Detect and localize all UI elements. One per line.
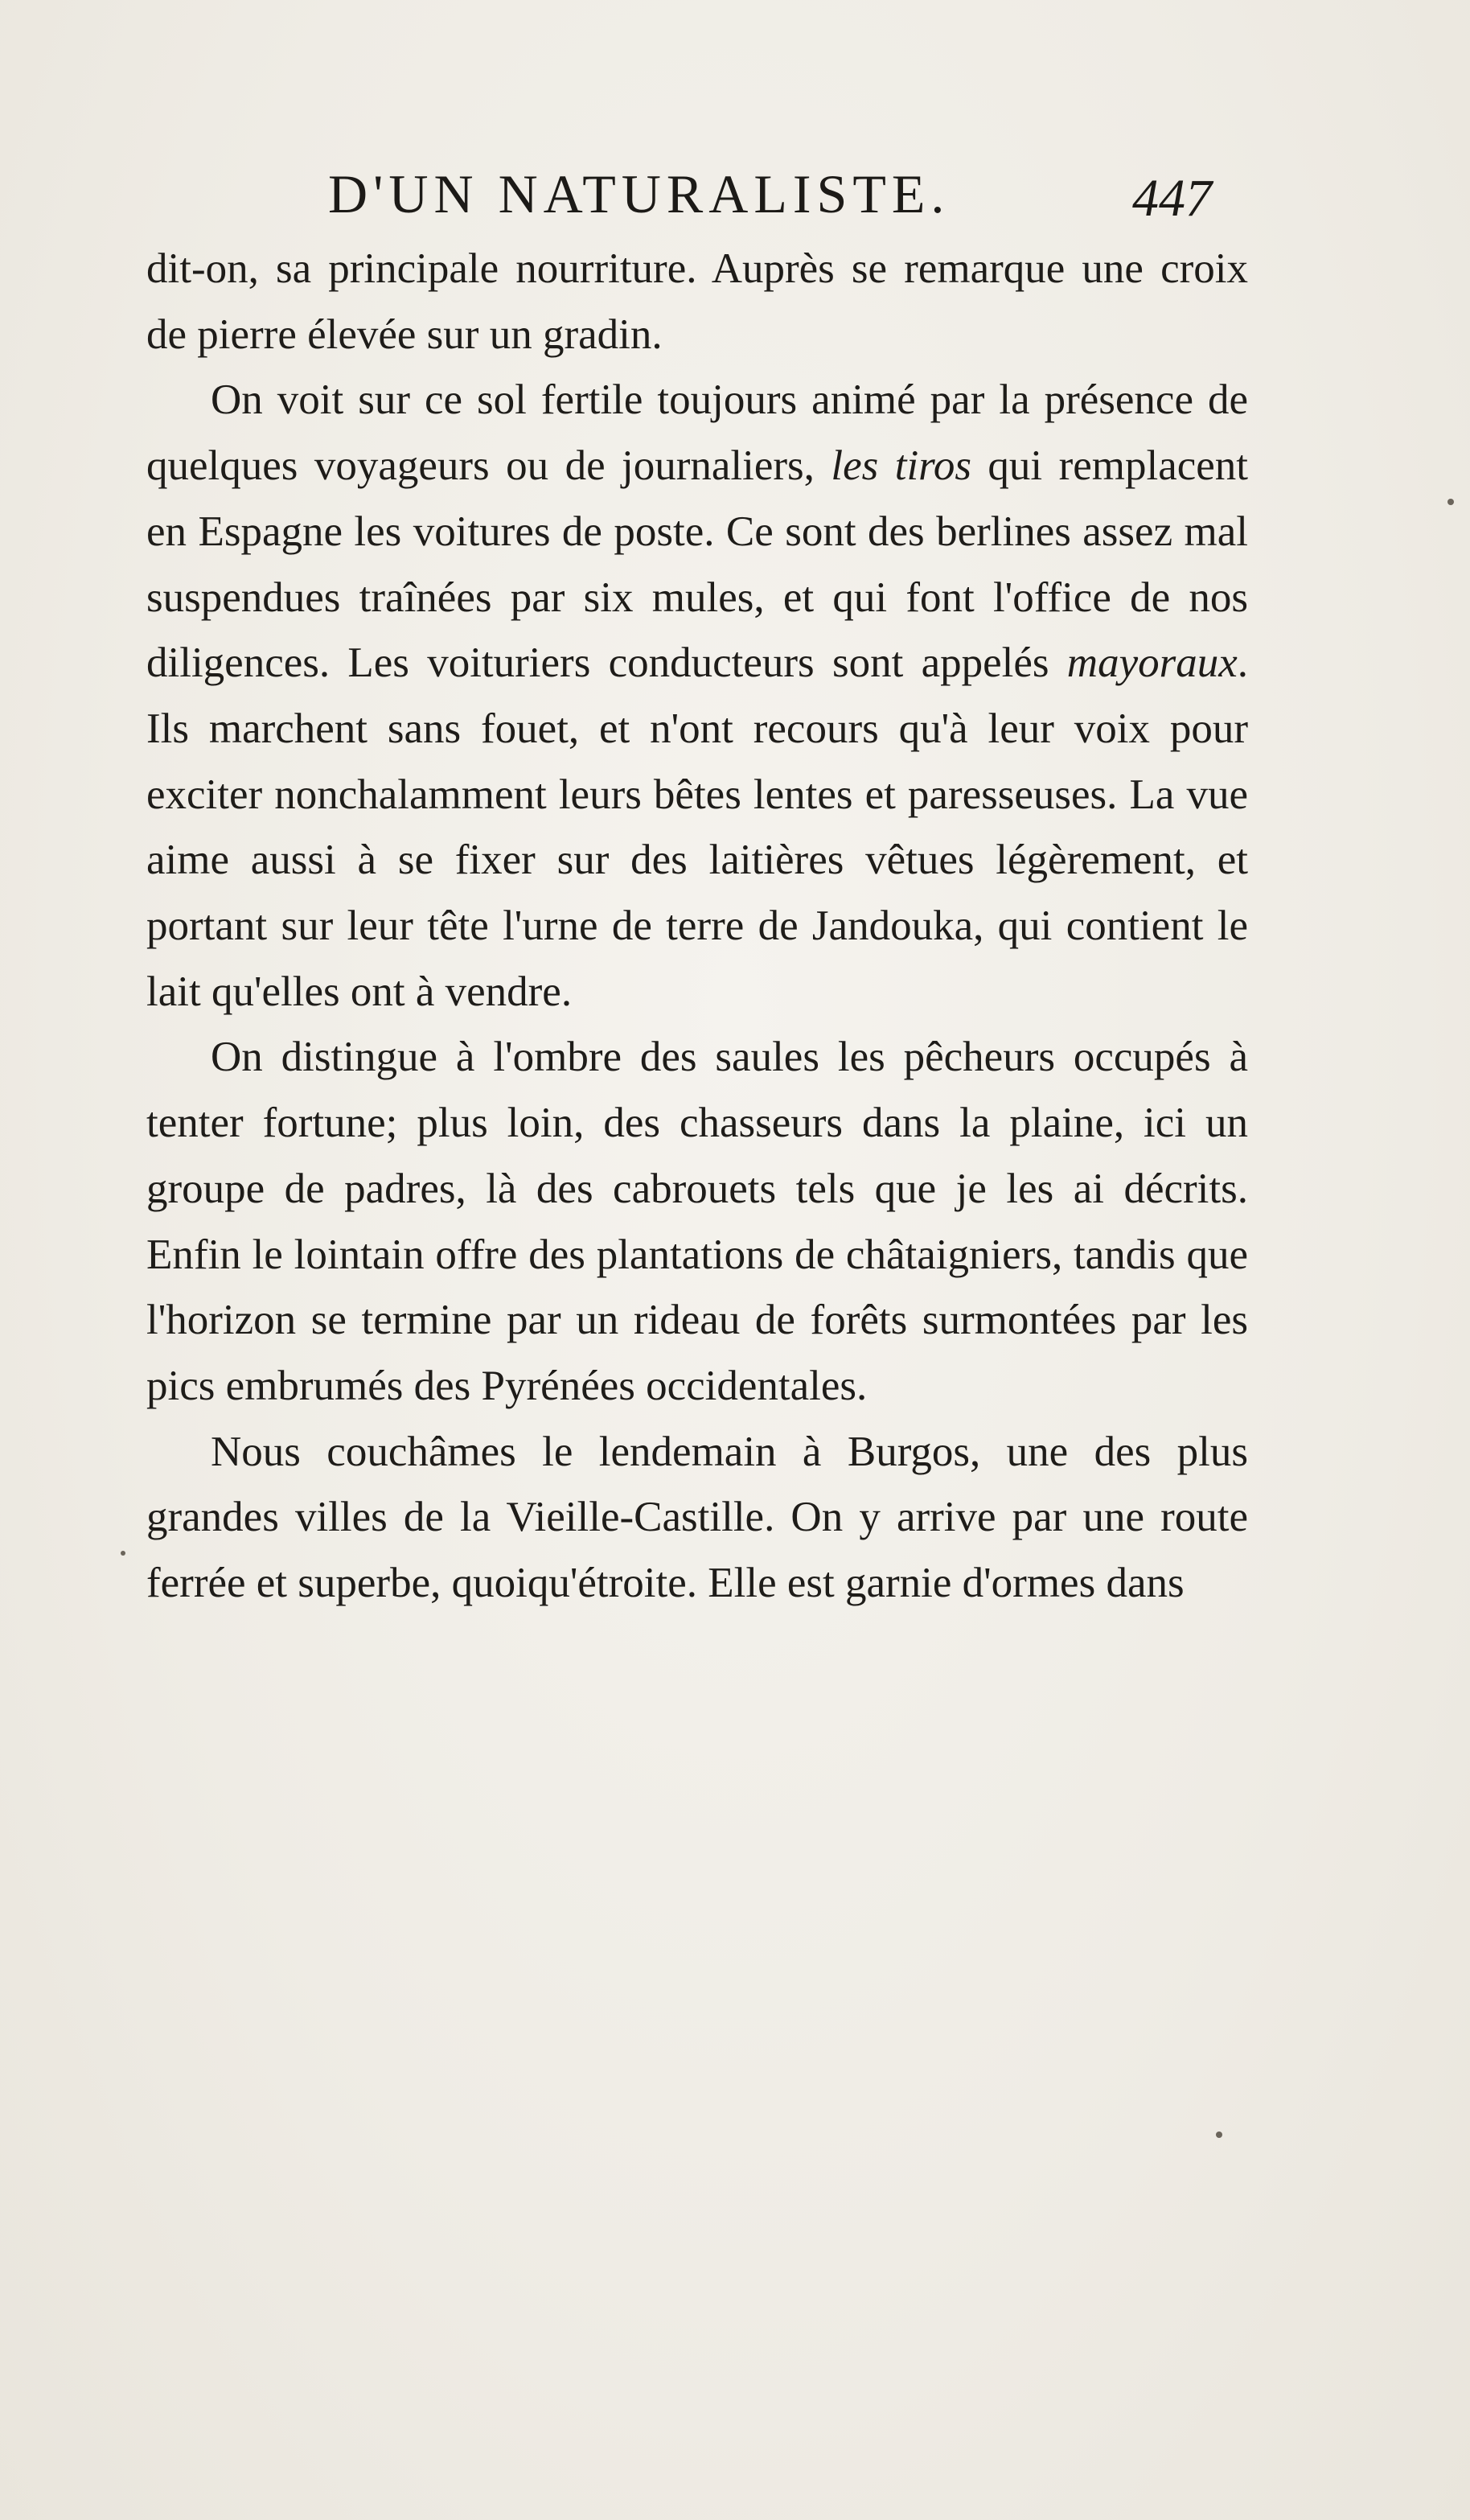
paragraph-4-text: Nous couchâmes le lendemain à Burgos, une des plus grandes villes de la Vieille-Castille. On y arrive par une route ferrée et superbe, quoiqu'étroite. Elle est garnie d'ormes dans bbox=[146, 1428, 1248, 1607]
paragraph-3-text: On distingue à l'ombre des saules les pêcheurs occupés à tenter fortune; plus loin, des chasseurs dans la plaine, ici un groupe de padres, là des cabrouets tels que je les ai décrits. Enfin le lointain offre des plantations de châtaigniers, tandis que l'horizon se termine par un rideau de forêts surmontées par les pics embrumés des Pyrénées occidentales. bbox=[146, 1034, 1248, 1409]
paper-speck bbox=[1216, 2132, 1222, 2138]
paragraph-3 bbox=[146, 1025, 1248, 1419]
paragraph-2 bbox=[146, 368, 1248, 1025]
paragraph-2-italic-mayoraux: mayoraux bbox=[1066, 639, 1238, 687]
paragraph-4 bbox=[146, 1420, 1248, 1617]
paper-speck bbox=[1447, 499, 1454, 505]
paragraph-2-text-b: qui remplacent en Espagne les voitures de poste. Ce sont des berlines assez mal suspendues traînées par six mules, et qui font l'office de nos diligences. Les voituriers conducteurs sont appelés bbox=[146, 442, 1248, 687]
paper-speck bbox=[121, 1551, 125, 1556]
paragraph-2-italic-tiros: les tiros bbox=[831, 442, 971, 490]
body-text bbox=[146, 236, 1248, 1617]
paragraph-1-text: dit-on, sa principale nourriture. Auprès se remarque une croix de pierre élevée sur un gradin. bbox=[146, 245, 1248, 358]
paragraph-1 bbox=[146, 236, 1248, 368]
paragraph-2-text-a: On voit sur ce sol fertile toujours animé par la présence de quelques voyageurs ou de journaliers, bbox=[146, 376, 1248, 490]
paragraph-2-text-c: . Ils marchent sans fouet, et n'ont recours qu'à leur voix pour exciter nonchalamment leurs bêtes lentes et paresseuses. La vue aime aussi à se fixer sur des laitières vêtues légèrement, et portant sur leur tête l'urne de terre de Jandouka, qui contient le lait qu'elles ont à vendre. bbox=[146, 639, 1248, 1015]
page-header bbox=[0, 158, 1470, 230]
running-head: D'UN NATURALISTE. bbox=[328, 163, 951, 224]
page-number: 447 bbox=[1132, 169, 1212, 228]
